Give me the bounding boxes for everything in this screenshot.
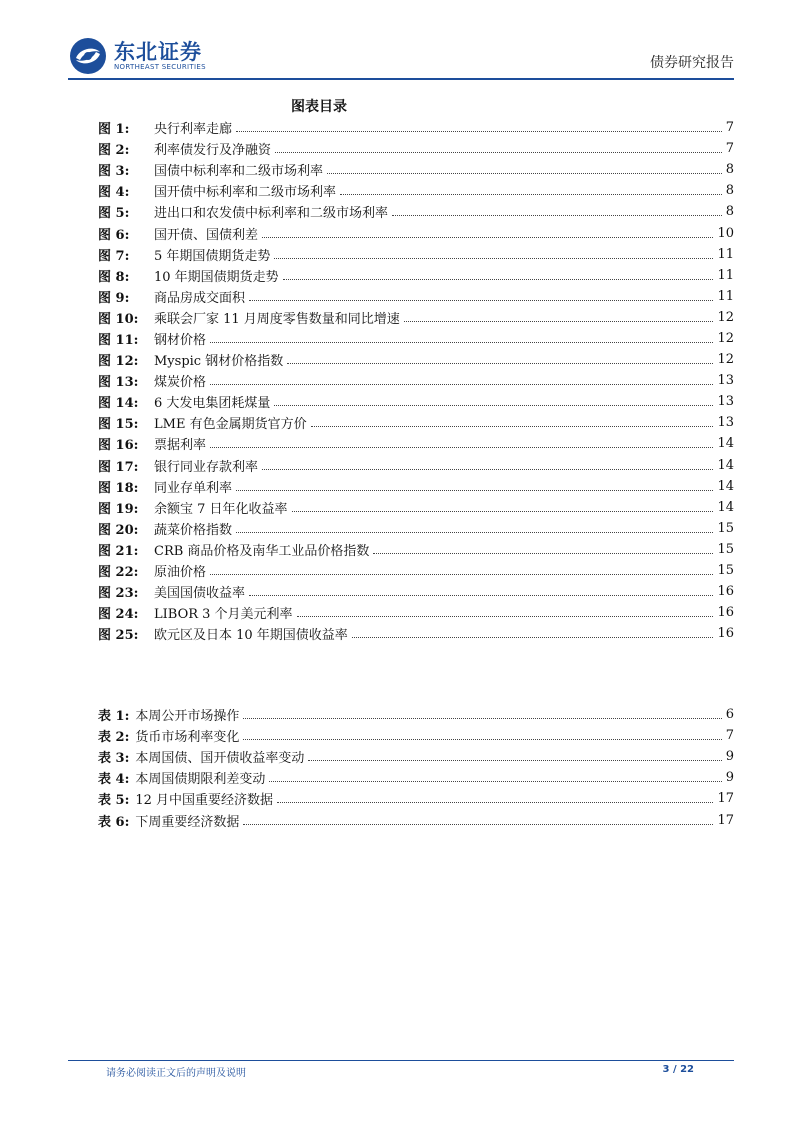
figure-entry-title: CRB 商品价格及南华工业品价格指数: [154, 543, 370, 559]
figure-entry-title: 钢材价格: [154, 332, 207, 348]
table-entry[interactable]: [98, 725, 734, 746]
page-number: 3 / 22: [662, 1064, 694, 1075]
figure-entry-label: 图 11:: [98, 332, 139, 348]
figure-entry-title: 6 大发电集团耗煤量: [154, 396, 271, 412]
figure-entry-title: 10 年期国债期货走势: [154, 269, 279, 285]
figure-entry-label: 图 10:: [98, 311, 139, 327]
figure-entry-label: 图 15:: [98, 417, 139, 433]
figure-entry[interactable]: [98, 117, 734, 138]
figure-entry-page: 14: [717, 478, 734, 494]
table-entry-leader-dots: [243, 824, 713, 825]
figure-entry-leader-dots: [392, 215, 722, 216]
figure-entry-leader-dots: [373, 553, 713, 554]
table-entry-title: 货币市场利率变化: [135, 730, 240, 746]
figure-entry-leader-dots: [275, 152, 722, 153]
report-type-label: 债券研究报告: [650, 55, 734, 71]
figure-entry-leader-dots: [236, 131, 722, 132]
figure-entry-leader-dots: [210, 447, 713, 448]
figure-entry[interactable]: [98, 391, 734, 412]
figure-entry-label: 图 12:: [98, 354, 139, 370]
figure-entry-title: 商品房成交面积: [154, 290, 246, 306]
figure-entry-title: 同业存单利率: [154, 480, 233, 496]
table-entry-page: 9: [725, 770, 734, 786]
figure-entry[interactable]: [98, 623, 734, 644]
figure-entry-leader-dots: [340, 194, 722, 195]
figure-entry-title: LIBOR 3 个月美元利率: [154, 607, 293, 623]
table-entry[interactable]: [98, 704, 734, 725]
table-entry-leader-dots: [243, 718, 721, 719]
figure-entry-label: 图 9:: [98, 290, 130, 306]
figure-entry[interactable]: [98, 307, 734, 328]
logo-english-name: NORTHEAST SECURITIES: [114, 62, 206, 71]
table-entry[interactable]: [98, 767, 734, 788]
footer-divider: [68, 1060, 734, 1061]
figure-entry-leader-dots: [236, 532, 713, 533]
figure-entry-page: 12: [717, 352, 734, 368]
figure-entry-label: 图 8:: [98, 269, 130, 285]
table-entry-label: 表 5:: [98, 793, 130, 809]
figure-entry[interactable]: [98, 581, 734, 602]
table-entry-page: 17: [717, 812, 734, 828]
table-entry-leader-dots: [243, 739, 721, 740]
table-entry-leader-dots: [277, 802, 713, 803]
figure-entry-leader-dots: [249, 300, 713, 301]
table-entry-title: 12 月中国重要经济数据: [135, 793, 274, 809]
header-divider: [68, 78, 734, 80]
figure-entry-leader-dots: [262, 469, 713, 470]
disclaimer-note: 请务必阅读正文后的声明及说明: [106, 1068, 246, 1079]
figure-entry-title: 余额宝 7 日年化收益率: [154, 501, 288, 517]
figure-entry-label: 图 5:: [98, 206, 130, 222]
figure-entry-label: 图 19:: [98, 501, 139, 517]
figure-entry-leader-dots: [274, 405, 713, 406]
figure-entry-page: 16: [717, 605, 734, 621]
figure-list: [98, 117, 734, 644]
figure-entry[interactable]: [98, 412, 734, 433]
figure-entry[interactable]: [98, 518, 734, 539]
figure-entry-label: 图 24:: [98, 607, 139, 623]
figure-entry[interactable]: [98, 497, 734, 518]
figure-entry-page: 11: [717, 246, 734, 262]
figure-entry-leader-dots: [297, 616, 714, 617]
figure-entry-label: 图 6:: [98, 227, 130, 243]
company-logo: [68, 36, 206, 76]
figure-entry[interactable]: [98, 433, 734, 454]
figure-entry-page: 10: [717, 225, 734, 241]
figure-entry-page: 12: [717, 330, 734, 346]
figure-entry-page: 14: [717, 457, 734, 473]
figure-entry[interactable]: [98, 539, 734, 560]
figure-entry-page: 16: [717, 584, 734, 600]
figure-entry[interactable]: [98, 180, 734, 201]
figure-entry-leader-dots: [274, 258, 713, 259]
figure-entry-page: 14: [717, 499, 734, 515]
figure-entry-leader-dots: [327, 173, 722, 174]
figure-entry-page: 7: [725, 141, 734, 157]
figure-entry-leader-dots: [311, 426, 714, 427]
figure-entry-title: 利率债发行及净融资: [154, 143, 272, 159]
figure-entry[interactable]: [98, 370, 734, 391]
figure-entry-leader-dots: [210, 384, 713, 385]
table-entry-leader-dots: [308, 760, 721, 761]
figure-entry-label: 图 16:: [98, 438, 139, 454]
figure-entry-label: 图 21:: [98, 543, 139, 559]
table-entry[interactable]: [98, 809, 734, 830]
table-entry[interactable]: [98, 788, 734, 809]
figure-entry[interactable]: [98, 222, 734, 243]
figure-entry-title: Myspic 钢材价格指数: [154, 354, 284, 370]
table-entry-title: 本周国债、国开债收益率变动: [135, 751, 305, 767]
figure-entry-page: 8: [725, 204, 734, 220]
figure-entry-leader-dots: [404, 321, 714, 322]
table-entry-title: 本周公开市场操作: [135, 709, 240, 725]
figure-entry-page: 12: [717, 309, 734, 325]
figure-entry-page: 8: [725, 183, 734, 199]
figure-entry[interactable]: [98, 349, 734, 370]
figure-entry-leader-dots: [352, 637, 714, 638]
figure-entry[interactable]: [98, 159, 734, 180]
table-entry-title: 本周国债期限利差变动: [135, 772, 266, 788]
figure-entry-title: 蔬菜价格指数: [154, 522, 233, 538]
figure-entry-leader-dots: [210, 342, 713, 343]
figure-entry-title: 票据利率: [154, 438, 207, 454]
figure-entry-leader-dots: [210, 574, 713, 575]
figure-entry-page: 8: [725, 162, 734, 178]
figure-entry-page: 13: [717, 415, 734, 431]
figure-entry-page: 7: [725, 120, 734, 136]
figure-entry-leader-dots: [236, 490, 713, 491]
figure-entry-label: 图 23:: [98, 586, 139, 602]
figure-entry[interactable]: [98, 244, 734, 265]
table-entry[interactable]: [98, 746, 734, 767]
figure-entry[interactable]: [98, 286, 734, 307]
figure-entry-leader-dots: [262, 237, 713, 238]
figure-entry[interactable]: [98, 328, 734, 349]
figure-entry-title: 国开债、国债利差: [154, 227, 259, 243]
table-entry-label: 表 6:: [98, 814, 130, 830]
table-entry-page: 7: [725, 728, 734, 744]
figure-entry-page: 11: [717, 288, 734, 304]
figure-entry-title: 欧元区及日本 10 年期国债收益率: [154, 628, 348, 644]
figure-entry-label: 图 1:: [98, 122, 130, 138]
table-entry-page: 6: [725, 707, 734, 723]
figure-entry-page: 13: [717, 394, 734, 410]
figure-entry-title: 乘联会厂家 11 月周度零售数量和同比增速: [154, 311, 400, 327]
figure-entry[interactable]: [98, 455, 734, 476]
figure-entry-title: 美国国债收益率: [154, 586, 246, 602]
figure-entry-title: 进出口和农发债中标利率和二级市场利率: [154, 206, 389, 222]
page-header: [68, 36, 734, 78]
table-entry-title: 下周重要经济数据: [135, 814, 240, 830]
figure-entry[interactable]: [98, 265, 734, 286]
figure-entry-label: 图 13:: [98, 375, 139, 391]
table-entry-label: 表 3:: [98, 751, 130, 767]
figure-entry[interactable]: [98, 602, 734, 623]
figure-entry-label: 图 18:: [98, 480, 139, 496]
table-entry-label: 表 2:: [98, 730, 130, 746]
figure-entry-page: 14: [717, 436, 734, 452]
figure-entry-label: 图 25:: [98, 628, 139, 644]
figure-entry-title: 原油价格: [154, 565, 207, 581]
figure-entry-label: 图 17:: [98, 459, 139, 475]
figure-entry[interactable]: [98, 560, 734, 581]
figure-entry-label: 图 20:: [98, 522, 139, 538]
figure-entry-title: 5 年期国债期货走势: [154, 248, 271, 264]
table-entry-page: 17: [717, 791, 734, 807]
figure-entry-page: 15: [717, 563, 734, 579]
figure-entry[interactable]: [98, 476, 734, 497]
figure-entry-page: 13: [717, 373, 734, 389]
figure-entry-page: 16: [717, 626, 734, 642]
logo-chinese-name: 东北证券: [114, 39, 202, 64]
figure-entry-label: 图 22:: [98, 565, 139, 581]
figure-entry-leader-dots: [283, 279, 714, 280]
figure-entry-title: 国开债中标利率和二级市场利率: [154, 185, 337, 201]
figure-entry-leader-dots: [249, 595, 713, 596]
table-list: [98, 704, 734, 831]
logo-emblem-icon: [68, 36, 108, 76]
figure-entry[interactable]: [98, 138, 734, 159]
figure-entry-title: LME 有色金属期货官方价: [154, 417, 307, 433]
figure-entry-leader-dots: [287, 363, 713, 364]
table-entry-page: 9: [725, 749, 734, 765]
figure-entry-title: 银行同业存款利率: [154, 459, 259, 475]
figure-entry-label: 图 3:: [98, 164, 130, 180]
table-entry-label: 表 1:: [98, 709, 130, 725]
figure-entry-page: 11: [717, 267, 734, 283]
figure-entry-page: 15: [717, 541, 734, 557]
table-entry-label: 表 4:: [98, 772, 130, 788]
figure-entry-leader-dots: [292, 511, 714, 512]
figure-entry[interactable]: [98, 201, 734, 222]
figure-entry-label: 图 4:: [98, 185, 130, 201]
figure-entry-page: 15: [717, 520, 734, 536]
table-entry-leader-dots: [269, 781, 721, 782]
toc-title: 图表目录: [291, 99, 347, 115]
figure-entry-label: 图 2:: [98, 143, 130, 159]
figure-entry-title: 央行利率走廊: [154, 122, 233, 138]
figure-entry-label: 图 14:: [98, 396, 139, 412]
figure-entry-label: 图 7:: [98, 248, 130, 264]
figure-entry-title: 煤炭价格: [154, 375, 207, 391]
figure-entry-title: 国债中标利率和二级市场利率: [154, 164, 324, 180]
